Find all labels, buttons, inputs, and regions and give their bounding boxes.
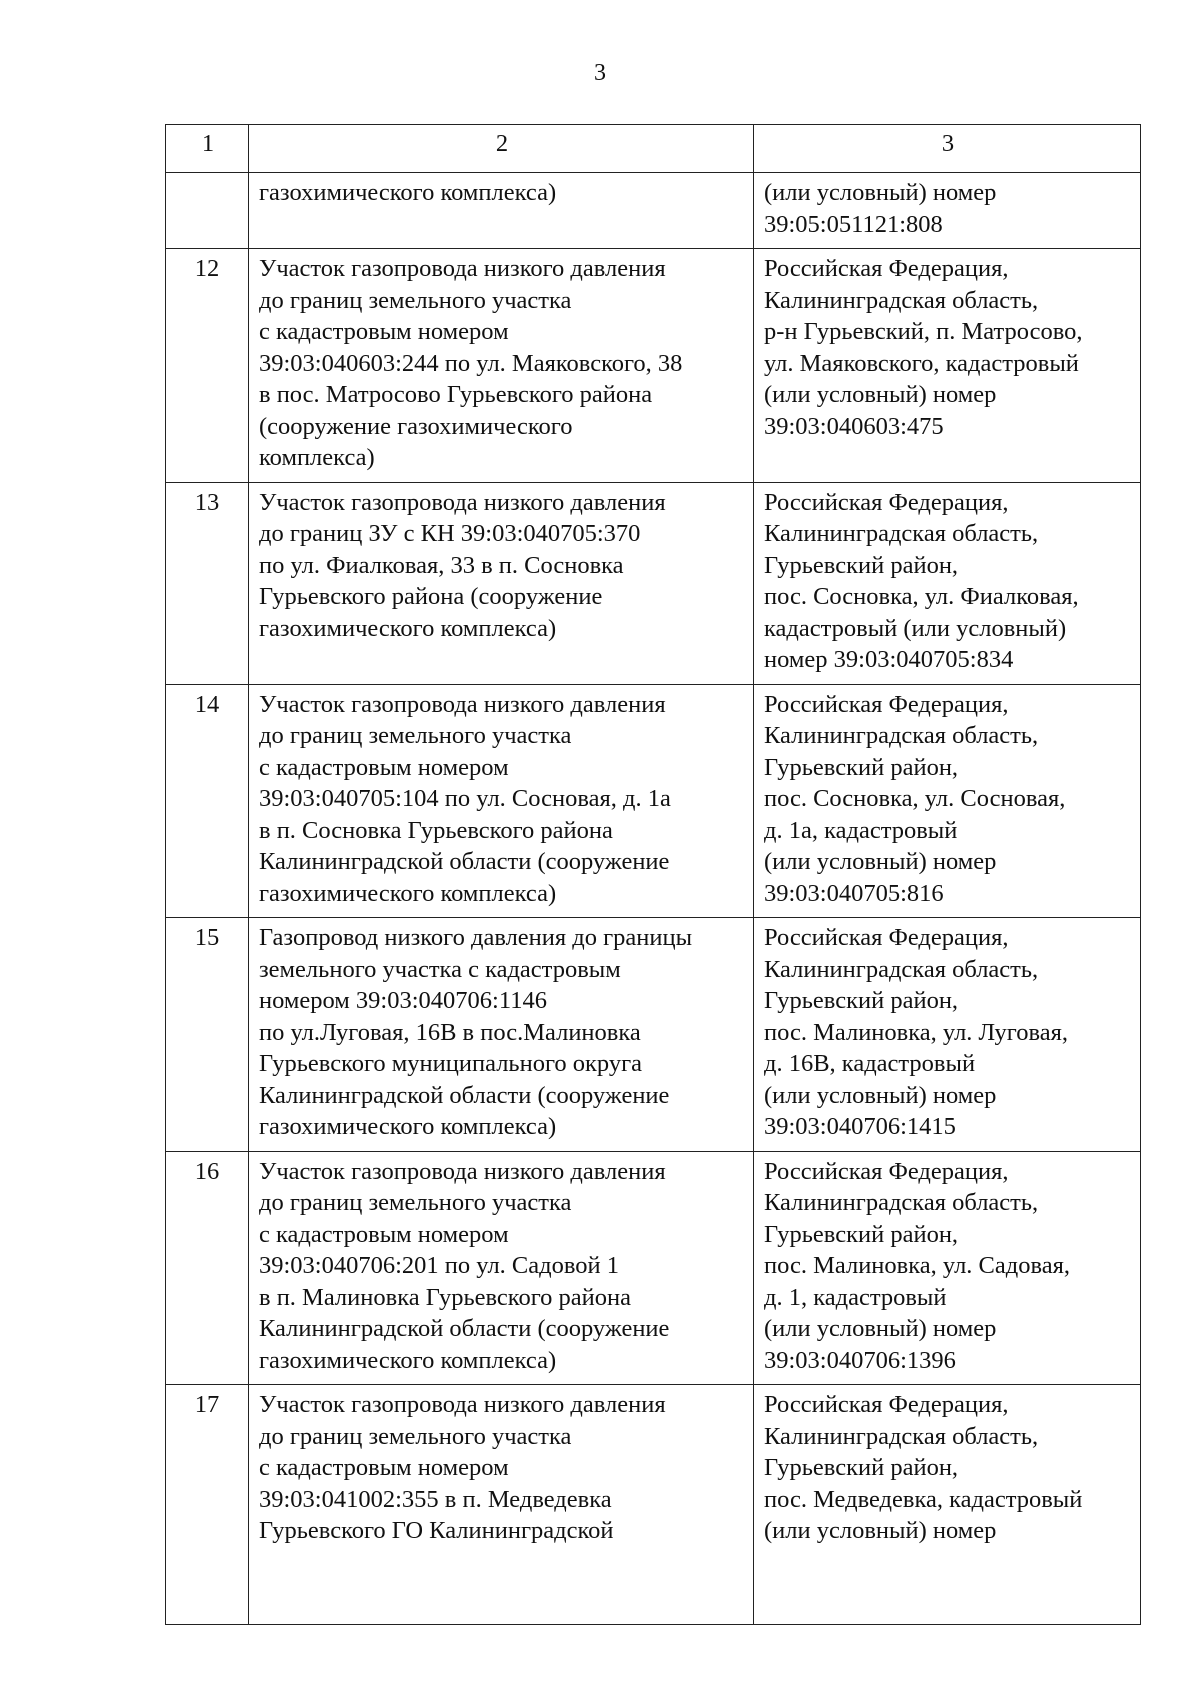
description-line: в п. Малиновка Гурьевского района	[259, 1283, 631, 1311]
address-line: пос. Малиновка, ул. Садовая,	[764, 1252, 1070, 1279]
address-line: Российская Федерация,	[764, 1391, 1009, 1418]
description-line: Калининградской области (сооружение	[259, 1081, 670, 1109]
table-row	[166, 684, 1141, 918]
description-line: 39:03:040705:104 по ул. Сосновая, д. 1а	[259, 785, 671, 812]
description-line: газохимического комплекса)	[259, 614, 557, 642]
table-row	[166, 918, 1141, 1152]
address-line: 39:05:051121:808	[764, 210, 943, 238]
description-line: 39:03:041002:355 в п. Медведевка	[259, 1485, 612, 1513]
table-header-row	[166, 125, 1141, 173]
address-line: д. 1, кадастровый	[764, 1283, 947, 1311]
object-description-cell	[249, 1385, 754, 1625]
description-line: газохимического комплекса)	[259, 879, 557, 907]
table-row	[166, 173, 1141, 249]
address-line: д. 1а, кадастровый	[764, 816, 958, 844]
address-line: Калининградская область,	[764, 520, 1039, 547]
object-description-cell	[249, 918, 754, 1152]
address-line: Российская Федерация,	[764, 690, 1009, 718]
table-row	[166, 249, 1141, 483]
object-address-cell	[754, 1385, 1141, 1625]
description-line: комплекса)	[259, 444, 375, 471]
table-row	[166, 1385, 1141, 1625]
row-number: 14	[166, 684, 249, 918]
description-line: по ул.Луговая, 16В в пос.Малиновка	[259, 1018, 641, 1046]
header-cell-3: 3	[754, 125, 1141, 173]
description-line: газохимического комплекса)	[259, 1113, 557, 1140]
header-cell-2: 2	[249, 125, 754, 173]
object-description-cell	[249, 173, 754, 249]
address-line: Гурьевский район,	[764, 753, 959, 781]
address-line: Гурьевский район,	[764, 551, 959, 579]
page-number: 3	[594, 60, 606, 86]
description-line: Калининградской области (сооружение	[259, 1315, 670, 1342]
property-table	[165, 124, 1141, 1625]
table-row	[166, 1151, 1141, 1385]
address-line: номер 39:03:040705:834	[764, 646, 1014, 673]
description-line: с кадастровым номером	[259, 753, 509, 781]
address-line: д. 16В, кадастровый	[764, 1050, 976, 1077]
address-line: Гурьевский район,	[764, 1454, 959, 1481]
address-line: (или условный) номер	[764, 848, 997, 875]
address-line: Российская Федерация,	[764, 924, 1009, 951]
description-line: Участок газопровода низкого давления	[259, 488, 666, 516]
address-line: (или условный) номер	[764, 1315, 997, 1342]
description-line: Гурьевского муниципального округа	[259, 1050, 643, 1077]
address-line: пос. Сосновка, ул. Фиалковая,	[764, 583, 1079, 610]
address-line: кадастровый (или условный)	[764, 614, 1067, 642]
description-line: газохимического комплекса)	[259, 179, 557, 206]
description-line: Участок газопровода низкого давления	[259, 1157, 666, 1185]
address-line: (или условный) номер	[764, 1081, 997, 1109]
description-line: до границ ЗУ с КН 39:03:040705:370	[259, 520, 641, 547]
address-line: ул. Маяковского, кадастровый	[764, 349, 1079, 377]
description-line: Гурьевского ГО Калининградской	[259, 1517, 614, 1544]
address-line: Российская Федерация,	[764, 488, 1009, 516]
object-address-cell	[754, 173, 1141, 249]
address-line: 39:03:040705:816	[764, 879, 944, 907]
description-line: с кадастровым номером	[259, 1220, 509, 1248]
header-cell-1: 1	[166, 125, 249, 173]
row-number: 16	[166, 1151, 249, 1385]
row-number	[166, 173, 249, 249]
address-line: 39:03:040706:1396	[764, 1346, 956, 1374]
address-line: Калининградская область,	[764, 722, 1039, 749]
description-line: в пос. Матросово Гурьевского района	[259, 381, 653, 408]
description-line: до границ земельного участка	[259, 722, 572, 749]
address-line: пос. Малиновка, ул. Луговая,	[764, 1018, 1069, 1046]
object-address-cell	[754, 482, 1141, 684]
description-line: Гурьевского района (сооружение	[259, 583, 603, 610]
description-line: номером 39:03:040706:1146	[259, 987, 547, 1014]
object-address-cell	[754, 1151, 1141, 1385]
address-line: Российская Федерация,	[764, 1157, 1009, 1185]
address-line: Калининградская область,	[764, 286, 1039, 314]
address-line: р-н Гурьевский, п. Матросово,	[764, 318, 1083, 345]
description-line: по ул. Фиалковая, 33 в п. Сосновка	[259, 551, 624, 579]
description-line: до границ земельного участка	[259, 286, 572, 314]
description-line: газохимического комплекса)	[259, 1346, 557, 1374]
row-number: 15	[166, 918, 249, 1152]
description-line: Газопровод низкого давления до границы	[259, 924, 693, 951]
address-line: 39:03:040706:1415	[764, 1113, 956, 1140]
address-line: (или условный) номер	[764, 179, 997, 206]
object-description-cell	[249, 249, 754, 483]
object-address-cell	[754, 684, 1141, 918]
row-number: 17	[166, 1385, 249, 1625]
address-line: Гурьевский район,	[764, 987, 959, 1014]
description-line: 39:03:040706:201 по ул. Садовой 1	[259, 1252, 619, 1279]
address-line: 39:03:040603:475	[764, 412, 944, 440]
address-line: (или условный) номер	[764, 1517, 997, 1544]
description-line: с кадастровым номером	[259, 318, 509, 345]
object-description-cell	[249, 684, 754, 918]
description-line: Участок газопровода низкого давления	[259, 1391, 666, 1418]
description-line: до границ земельного участка	[259, 1189, 572, 1216]
address-line: Калининградская область,	[764, 955, 1039, 983]
row-number: 13	[166, 482, 249, 684]
address-line: Калининградская область,	[764, 1422, 1039, 1450]
description-line: до границ земельного участка	[259, 1422, 572, 1450]
description-line: (сооружение газохимического	[259, 412, 573, 440]
address-line: (или условный) номер	[764, 381, 997, 408]
address-line: Гурьевский район,	[764, 1220, 959, 1248]
description-line: с кадастровым номером	[259, 1454, 509, 1481]
address-line: пос. Сосновка, ул. Сосновая,	[764, 785, 1066, 812]
description-line: 39:03:040603:244 по ул. Маяковского, 38	[259, 349, 683, 377]
description-line: Участок газопровода низкого давления	[259, 255, 666, 282]
address-line: пос. Медведевка, кадастровый	[764, 1485, 1083, 1513]
address-line: Российская Федерация,	[764, 255, 1009, 282]
table-row	[166, 482, 1141, 684]
address-line: Калининградская область,	[764, 1189, 1039, 1216]
object-address-cell	[754, 249, 1141, 483]
object-description-cell	[249, 1151, 754, 1385]
object-description-cell	[249, 482, 754, 684]
description-line: Калининградской области (сооружение	[259, 848, 670, 875]
object-address-cell	[754, 918, 1141, 1152]
description-line: Участок газопровода низкого давления	[259, 690, 666, 718]
description-line: в п. Сосновка Гурьевского района	[259, 816, 613, 844]
description-line: земельного участка с кадастровым	[259, 955, 621, 983]
row-number: 12	[166, 249, 249, 483]
